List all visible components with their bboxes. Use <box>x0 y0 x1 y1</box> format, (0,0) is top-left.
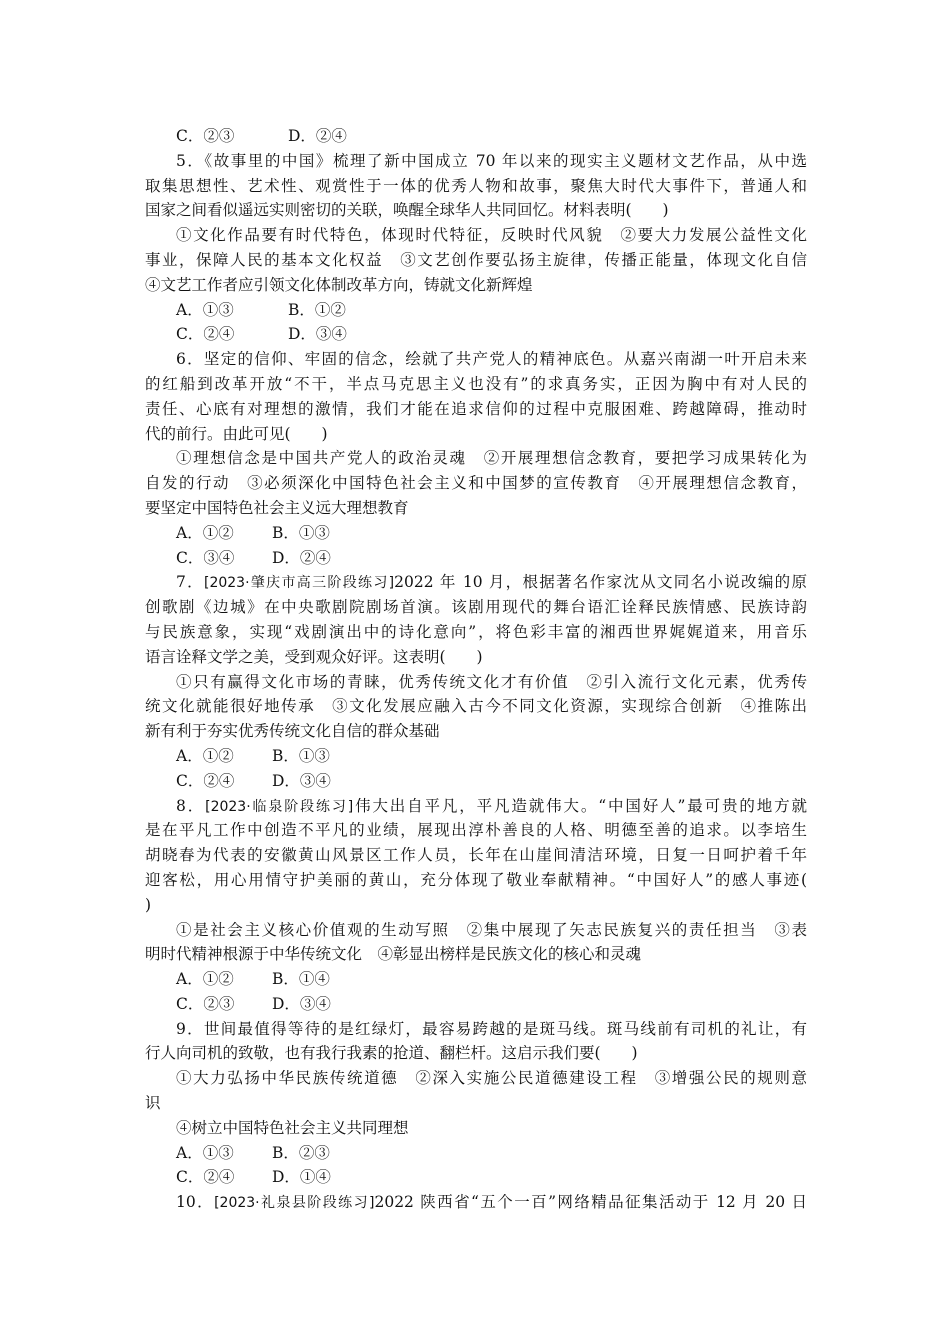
q9-option-a[interactable]: A．①③ <box>176 1143 234 1162</box>
q8-stem-line: ) <box>145 895 152 914</box>
q6-stem-line: 代的前行。由此可见( ) <box>145 424 328 443</box>
q5-options-cd <box>145 322 807 347</box>
q7-source-tag: [2023·肇庆市高三阶段练习] <box>204 575 395 592</box>
q10-source-tag: [2023·礼泉县阶段练习] <box>214 1195 375 1212</box>
q5-item-line: ④文艺工作者应引领文化体制改革方向，铸就文化新辉煌 <box>145 275 533 294</box>
q6-option-b[interactable]: B．①③ <box>272 523 330 542</box>
q6-item-line: ①理想信念是中国共产党人的政治灵魂 ②开展理想信念教育，要把学习成果转化为 <box>176 449 807 468</box>
q8-item-line: ①是社会主义核心价值观的生动写照 ②集中展现了矢志民族复兴的责任担当 ③表 <box>176 920 807 939</box>
q5-item-line: 事业，保障人民的基本文化权益 ③文艺创作要弘扬主旋律，传播正能量，体现文化自信 <box>145 250 807 269</box>
q7-option-c[interactable]: C．②④ <box>176 771 235 790</box>
q6-option-c[interactable]: C．③④ <box>176 548 235 567</box>
q8-stem-line: 迎客松，用心用情守护美丽的黄山，充分体现了敬业奉献精神。“中国好人”的感人事迹( <box>145 870 807 889</box>
q5-option-d[interactable]: D．③④ <box>288 325 347 344</box>
q8-option-b[interactable]: B．①④ <box>272 970 330 989</box>
q8-stem-line: 是在平凡工作中创造不平凡的业绩，展现出淳朴善良的人格、明德至善的追求。以李培生 <box>145 821 807 840</box>
q4-option-d[interactable]: D．②④ <box>288 127 347 145</box>
q9-stem-line: 9．世间最值得等待的是红绿灯，最容易跨越的是斑马线。斑马线前有司机的礼让，有 <box>176 1019 807 1038</box>
q10-stem-text: 2022 陕西省“五个一百”网络精品征集活动于 12 月 20 日 <box>374 1193 807 1212</box>
q8-stem-first-line <box>145 794 807 819</box>
q7-item-line: 统文化就能很好地传承 ③文化发展应融入古今不同文化资源，实现综合创新 ④推陈出 <box>145 697 807 716</box>
q8-number: 8． <box>176 796 206 815</box>
q9-options-ab <box>145 1141 807 1166</box>
document-page <box>145 124 807 1215</box>
q10-stem-first-line <box>145 1190 807 1215</box>
q9-stem-line: 行人向司机的致敬，也有我行我素的抢道、翻栏杆。这启示我们要( ) <box>145 1044 638 1063</box>
q9-option-b[interactable]: B．②③ <box>272 1143 330 1162</box>
q9-item-line: ④树立中国特色社会主义共同理想 <box>176 1118 409 1137</box>
q5-options-ab <box>145 298 807 323</box>
q8-options-ab <box>145 967 807 992</box>
q7-number: 7． <box>176 573 204 592</box>
q7-options-cd <box>145 769 807 794</box>
q5-option-a[interactable]: A．①③ <box>176 300 234 319</box>
q8-source-tag: [2023·临泉阶段练习] <box>205 798 354 815</box>
q8-option-c[interactable]: C．②③ <box>176 994 235 1013</box>
q9-option-d[interactable]: D．①④ <box>272 1168 331 1187</box>
q5-item-line: ①文化作品要有时代特色，体现时代特征，反映时代风貌 ②要大力发展公益性文化 <box>176 226 807 245</box>
q7-stem-text: 2022 年 10 月，根据著名作家沈从文同名小说改编的原 <box>394 573 807 592</box>
q6-stem-line: 6．坚定的信仰、牢固的信念，绘就了共产党人的精神底色。从嘉兴南湖一叶开启未来 <box>176 350 807 369</box>
q6-item-line: 要坚定中国特色社会主义远大理想教育 <box>145 498 409 517</box>
q7-stem-line: 与民族意象，实现“戏剧演出中的诗化意向”，将色彩丰富的湘西世界娓娓道来，用音乐 <box>145 622 807 641</box>
q9-options-cd <box>145 1165 807 1190</box>
q7-option-b[interactable]: B．①③ <box>272 746 330 765</box>
q6-options-cd <box>145 546 807 571</box>
q7-stem-line: 语言诠释文学之美，受到观众好评。这表明( ) <box>145 647 483 666</box>
q8-item-line: 明时代精神根源于中华传统文化 ④彰显出榜样是民族文化的核心和灵魂 <box>145 945 642 964</box>
q6-item-line: 自发的行动 ③必须深化中国特色社会主义和中国梦的宣传教育 ④开展理想信念教育， <box>145 474 807 493</box>
q6-stem-line: 责任、心底有对理想的激情，我们才能在追求信仰的过程中克服困难、跨越障碍，推动时 <box>145 399 807 418</box>
q7-stem-first-line <box>145 570 807 595</box>
q4-options-cd <box>145 124 807 149</box>
q6-stem-line: 的红船到改革开放“不干，半点马克思主义也没有”的求真务实，正因为胸中有对人民的 <box>145 374 807 393</box>
q7-stem-line: 创歌剧《边城》在中央歌剧院剧场首演。该剧用现代的舞台语汇诠释民族情感、民族诗韵 <box>145 598 807 617</box>
q9-item-line: 识 <box>145 1094 161 1113</box>
q7-item-line: 新有利于夯实优秀传统文化自信的群众基础 <box>145 722 440 741</box>
q8-options-cd <box>145 992 807 1017</box>
q6-option-d[interactable]: D．②④ <box>272 548 331 567</box>
q8-option-d[interactable]: D．③④ <box>272 994 331 1013</box>
q8-stem-line: 胡晓春为代表的安徽黄山风景区工作人员，长年在山崖间清洁环境，日复一日呵护着千年 <box>145 846 807 865</box>
q5-option-b[interactable]: B．①② <box>288 300 346 319</box>
q7-options-ab <box>145 744 807 769</box>
q7-option-a[interactable]: A．①② <box>176 746 234 765</box>
q6-option-a[interactable]: A．①② <box>176 523 234 542</box>
q5-stem-line: 国家之间看似遥远实则密切的关联，唤醒全球华人共同回忆。材料表明( ) <box>145 201 669 220</box>
q5-option-c[interactable]: C．②④ <box>176 325 235 344</box>
q6-options-ab <box>145 521 807 546</box>
q8-option-a[interactable]: A．①② <box>176 970 234 989</box>
q8-stem-text: 伟大出自平凡，平凡造就伟大。“中国好人”最可贵的地方就 <box>353 796 807 815</box>
q9-item-line: ①大力弘扬中华民族传统道德 ②深入实施公民道德建设工程 ③增强公民的规则意 <box>176 1069 807 1088</box>
q7-item-line: ①只有赢得文化市场的青睐，优秀传统文化才有价值 ②引入流行文化元素，优秀传 <box>176 672 807 691</box>
q9-option-c[interactable]: C．②④ <box>176 1168 235 1187</box>
q10-number: 10． <box>176 1193 215 1212</box>
q7-option-d[interactable]: D．③④ <box>272 771 331 790</box>
q5-stem-line: 5．《故事里的中国》梳理了新中国成立 70 年以来的现实主义题材文艺作品，从中选 <box>176 151 807 170</box>
q4-option-c[interactable]: C．②③ <box>176 127 235 145</box>
q5-stem-line: 取集思想性、艺术性、观赏性于一体的优秀人物和故事，聚焦大时代大事件下，普通人和 <box>145 176 807 195</box>
